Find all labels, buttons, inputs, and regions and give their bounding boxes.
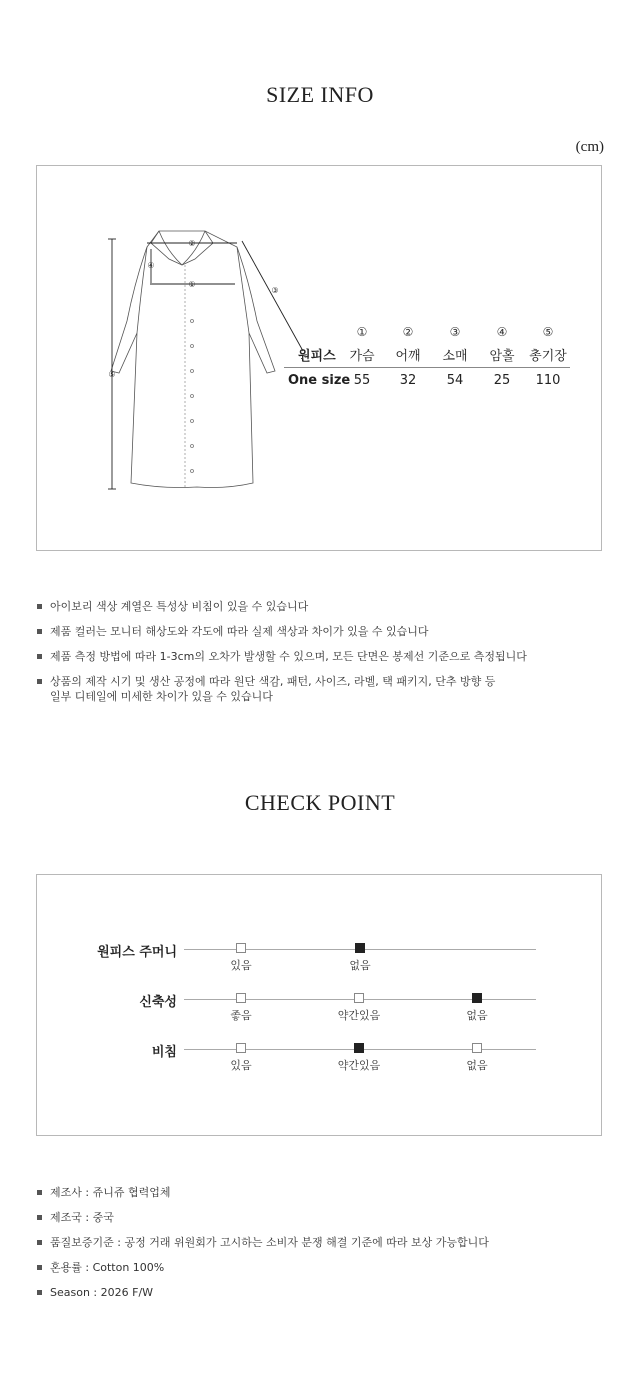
size-table-header-label: 원피스 <box>298 349 336 364</box>
col-name-3: 소매 <box>442 349 468 364</box>
bullet-icon <box>37 654 42 659</box>
checked-box-icon <box>472 993 482 1003</box>
bullet-icon <box>37 1265 42 1270</box>
size-table-divider <box>284 367 570 368</box>
check-option <box>206 993 276 1023</box>
check-option <box>442 1043 512 1073</box>
unit-label: (cm) <box>575 139 604 155</box>
check-option-label: 있음 <box>230 959 252 972</box>
marker-shoulder: ② <box>188 239 196 248</box>
product-info-item <box>36 1260 602 1275</box>
size-info-title: SIZE INFO <box>266 82 374 107</box>
size-table <box>284 325 570 393</box>
note-text: 제품 컬러는 모니터 해상도와 각도에 따라 실제 색상과 차이가 있을 수 있습니다 <box>50 625 429 638</box>
unchecked-box-icon <box>472 1043 482 1053</box>
value-chest: 55 <box>353 373 371 388</box>
product-info-item <box>36 1285 602 1300</box>
value-shoulder: 32 <box>399 373 417 388</box>
check-row-label: 비침 <box>151 1045 177 1060</box>
note-text: 상품의 제작 시기 및 생산 공정에 따라 원단 색감, 패턴, 사이즈, 라벨, 택 패키지, 단추 방향 등 <box>50 675 496 688</box>
size-table-number-row <box>284 325 570 345</box>
marker-chest: ① <box>188 280 196 289</box>
marker-armhole: ④ <box>147 261 155 270</box>
note-text: 제품 측정 방법에 따라 1-3cm의 오차가 발생할 수 있으며, 모든 단면은 봉제선 기준으로 측정됩니다 <box>50 650 527 663</box>
check-option <box>206 1043 276 1073</box>
size-table-value-row <box>284 373 570 393</box>
col-num-5: ⑤ <box>542 325 554 339</box>
bullet-icon <box>37 1290 42 1295</box>
product-info-text: Season : 2026 F/W <box>50 1286 154 1299</box>
bullet-icon <box>37 1215 42 1220</box>
check-row-pocket <box>37 943 603 983</box>
check-option <box>324 1043 394 1073</box>
check-row-label: 원피스 주머니 <box>97 945 177 960</box>
notes-list <box>36 599 602 714</box>
note-item <box>36 624 602 639</box>
product-info-text: 제조사 : 쥬니쥬 협력업체 <box>50 1186 171 1199</box>
col-num-2: ② <box>402 325 414 339</box>
size-table-header-row <box>284 345 570 365</box>
col-name-5: 총기장 <box>529 349 567 364</box>
check-option-label: 없음 <box>349 959 371 972</box>
size-row-label: One size <box>288 373 351 388</box>
product-info-item <box>36 1185 602 1200</box>
unchecked-box-icon <box>236 943 246 953</box>
product-info-item <box>36 1235 602 1250</box>
bullet-icon <box>37 604 42 609</box>
check-point-box <box>36 874 602 1136</box>
check-option <box>442 993 512 1023</box>
check-option <box>325 943 395 973</box>
check-option-label: 없음 <box>466 1059 488 1072</box>
check-option <box>206 943 276 973</box>
check-row-stretch <box>37 993 603 1033</box>
check-row-label: 신축성 <box>139 995 177 1010</box>
col-name-4: 암홀 <box>489 349 515 364</box>
note-item <box>36 674 602 704</box>
value-sleeve: 54 <box>446 373 464 388</box>
product-info-text: 품질보증기준 : 공정 거래 위원회가 고시하는 소비자 분쟁 해결 기준에 따라 보상 가능합니다 <box>50 1236 489 1249</box>
bullet-icon <box>37 1190 42 1195</box>
note-text: 아이보리 색상 계열은 특성상 비침이 있을 수 있습니다 <box>50 600 309 613</box>
product-info-list <box>36 1185 602 1310</box>
product-info-text: 제조국 : 중국 <box>50 1211 114 1224</box>
col-num-1: ① <box>356 325 368 339</box>
col-num-4: ④ <box>496 325 508 339</box>
unchecked-box-icon <box>236 1043 246 1053</box>
note-item <box>36 649 602 664</box>
check-option-label: 있음 <box>230 1059 252 1072</box>
check-option-label: 약간있음 <box>337 1009 381 1022</box>
value-armhole: 25 <box>493 373 511 388</box>
bullet-icon <box>37 629 42 634</box>
check-point-title: CHECK POINT <box>244 790 396 815</box>
value-length: 110 <box>535 373 561 388</box>
checked-box-icon <box>354 1043 364 1053</box>
col-num-3: ③ <box>449 325 461 339</box>
unchecked-box-icon <box>354 993 364 1003</box>
checked-box-icon <box>355 943 365 953</box>
check-option <box>324 993 394 1023</box>
product-info-text: 혼용률 : Cotton 100% <box>50 1261 165 1274</box>
check-option-label: 좋음 <box>230 1009 252 1022</box>
check-row-sheer <box>37 1043 603 1083</box>
note-text-line2: 일부 디테일에 미세한 차이가 있을 수 있습니다 <box>50 690 273 703</box>
marker-sleeve: ③ <box>271 286 279 295</box>
check-option-label: 약간있음 <box>337 1059 381 1072</box>
marker-length: ⑤ <box>108 370 116 379</box>
bullet-icon <box>37 1240 42 1245</box>
bullet-icon <box>37 679 42 684</box>
unchecked-box-icon <box>236 993 246 1003</box>
product-info-item <box>36 1210 602 1225</box>
check-option-label: 없음 <box>466 1009 488 1022</box>
note-item <box>36 599 602 614</box>
col-name-1: 가슴 <box>349 349 375 364</box>
col-name-2: 어깨 <box>395 349 421 364</box>
